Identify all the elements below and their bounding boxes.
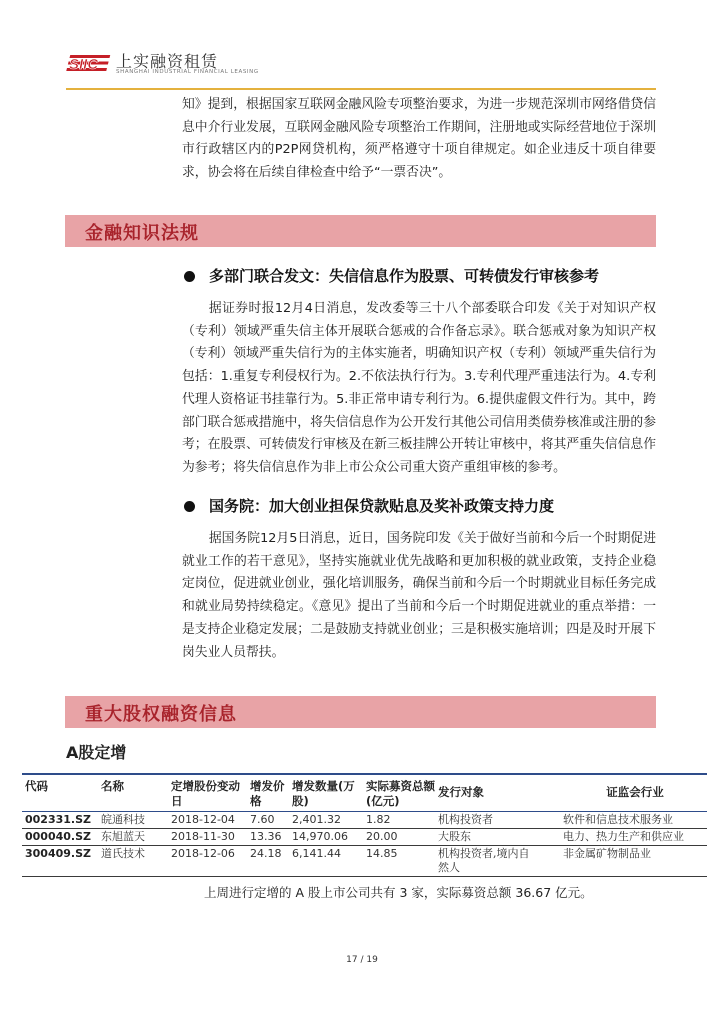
stock-code: 002331.SZ (25, 813, 91, 826)
news-item-heading (182, 495, 656, 519)
section-band-equity-financing (65, 696, 656, 728)
company-logo (66, 46, 259, 86)
issue-price: 7.60 (250, 813, 275, 826)
column-header: 增发数量(万股) (292, 779, 355, 808)
section-title: 金融知识法规 (85, 223, 199, 244)
change-date: 2018-12-04 (171, 813, 235, 826)
csrc-industry: 电力、热力生产和供应业 (563, 830, 684, 843)
table-header-row (22, 774, 707, 812)
bullet-icon (184, 501, 195, 512)
column-header: 增发价格 (250, 779, 285, 808)
csrc-industry: 非金属矿物制品业 (563, 847, 651, 860)
table-row (22, 812, 707, 829)
issue-target: 机构投资者 (438, 813, 493, 826)
table-row (22, 846, 707, 877)
change-date: 2018-11-30 (171, 830, 235, 843)
page-number: 17 / 19 (346, 955, 378, 965)
stock-code: 000040.SZ (25, 830, 91, 843)
csrc-industry: 软件和信息技术服务业 (563, 813, 673, 826)
raised-amount: 1.82 (366, 813, 391, 826)
company-name: 东旭蓝天 (101, 830, 145, 843)
intro-paragraph: 知》提到，根据国家互联网金融风险专项整治要求，为进一步规范深圳市网络借贷信息中介行业发展，互联网金融风险专项整治工作期间，注册地或实际经营地位于深圳市行政辖区内的P2P网贷机构，须严格遵守十项自律规定。如企业违反十项自律要求，协会将在后续自律检查中给予“一票否决”。 (182, 97, 656, 181)
issue-target: 机构投资者,境内自然人 (438, 847, 530, 874)
issue-target: 大股东 (438, 830, 471, 843)
company-name-en: SHANGHAI INDUSTRIAL FINANCIAL LEASING (116, 69, 259, 75)
table-row (22, 829, 707, 846)
column-header: 证监会行业 (606, 785, 664, 799)
change-date: 2018-12-06 (171, 847, 235, 860)
issue-price: 13.36 (250, 830, 282, 843)
svg-text:SIIC: SIIC (69, 56, 99, 73)
table-summary-note: 上周进行定增的 A 股上市公司共有 3 家，实际募资总额 36.67 亿元。 (204, 885, 593, 900)
news-item-heading (182, 265, 656, 289)
issue-quantity: 2,401.32 (292, 813, 341, 826)
column-header: 定增股份变动日 (171, 779, 240, 808)
table-subheading: A股定增 (66, 743, 127, 762)
private-placement-table (22, 773, 707, 877)
company-name: 上实融资租赁 (116, 52, 219, 71)
raised-amount: 20.00 (366, 830, 398, 843)
siic-logo-mark (66, 48, 112, 78)
news-item-body: 据国务院12月5日消息，近日，国务院印发《关于做好当前和今后一个时期促进就业工作的若干意见》，坚持实施就业优先战略和更加积极的就业政策，支持企业稳定岗位，促进就业创业，强化培训服务，确保当前和今后一个时期就业目标任务完成和就业局势持续稳定。《意见》提出了当前和今后一个时期促进就业的重点举措：一是支持企业稳定发展；二是鼓励支持就业创业；三是积极实施培训；四是及时开展下岗失业人员帮扶。 (182, 531, 656, 660)
section-band-financial-regulations (65, 215, 656, 247)
stock-code: 300409.SZ (25, 847, 91, 860)
column-header: 代码 (25, 779, 48, 793)
bullet-icon (184, 271, 195, 282)
section-title: 重大股权融资信息 (85, 704, 237, 725)
column-header: 实际募资总额(亿元) (366, 779, 435, 808)
column-header: 发行对象 (438, 785, 484, 799)
company-name: 道氏技术 (101, 847, 145, 860)
raised-amount: 14.85 (366, 847, 398, 860)
issue-quantity: 6,141.44 (292, 847, 341, 860)
news-item-title: 多部门联合发文：失信信息作为股票、可转债发行审核参考 (209, 267, 600, 285)
news-item-title: 国务院：加大创业担保贷款贴息及奖补政策支持力度 (209, 497, 555, 515)
company-name: 皖通科技 (101, 813, 145, 826)
column-header: 名称 (101, 779, 124, 793)
news-item-body: 据证券时报12月4日消息，发改委等三十八个部委联合印发《关于对知识产权（专利）领域严重失信主体开展联合惩戒的合作备忘录》。联合惩戒对象为知识产权（专利）领域严重失信行为的主体实施者，明确知识产权（专利）领域严重失信行为包括：1.重复专利侵权行为。2.不依法执行行为。3.专利代理严重违法行为。4.专利代理人资格证书挂靠行为。5.非正常申请专利行为。6.提供虚假文件行为。其中，跨部门联合惩戒措施中，将失信信息作为公开发行其他公司信用类债券核准或注册的参考；在股票、可转债发行审核及在新三板挂牌公开转让审核中，将其严重失信信息作为参考；将失信信息作为非上市公众公司重大资产重组审核的参考。 (182, 301, 656, 475)
issue-price: 24.18 (250, 847, 282, 860)
header-divider (66, 88, 656, 90)
issue-quantity: 14,970.06 (292, 830, 348, 843)
